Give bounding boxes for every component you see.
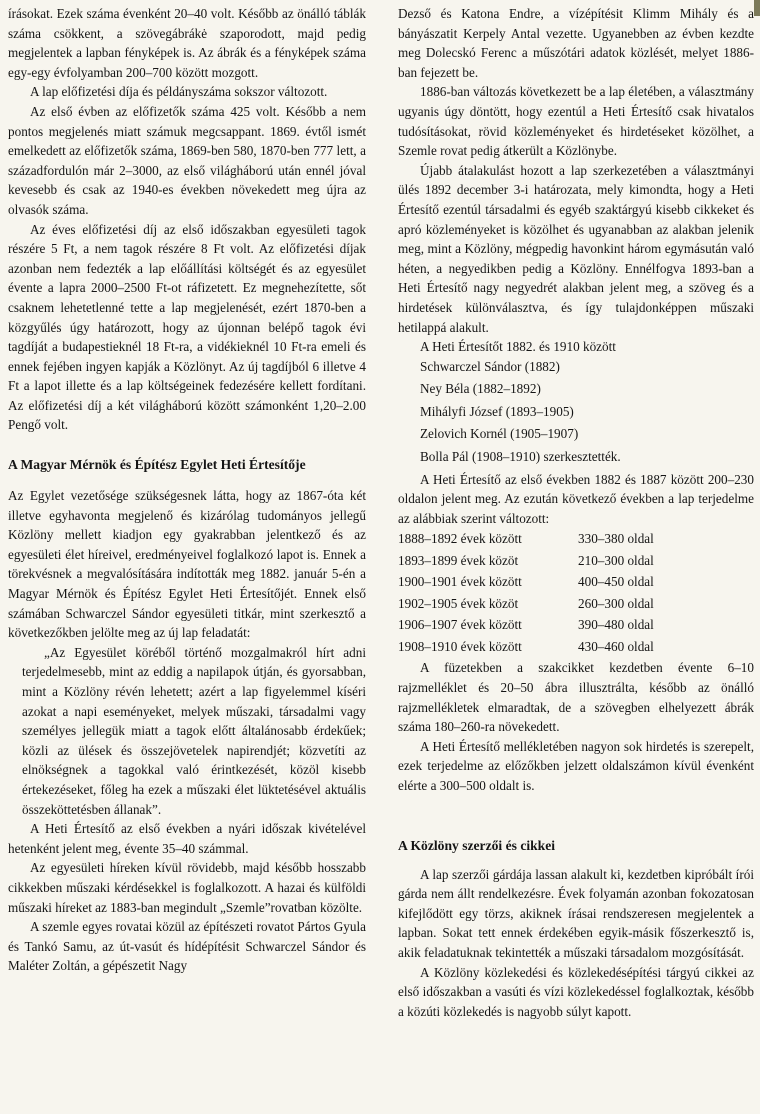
editor-list-item: Schwarczel Sándor (1882): [420, 358, 560, 374]
pages-cell: 390–480 oldal: [578, 617, 654, 633]
pages-cell: 330–380 oldal: [578, 531, 654, 547]
left-column: [8, 4, 366, 976]
paragraph: A lap előfizetési díja és példányszáma sokszor változott.: [30, 84, 328, 100]
table-row: [398, 550, 698, 572]
section-heading: A Magyar Mérnök és Építész Egylet Heti Értesítője: [8, 457, 306, 473]
period-cell: 1888–1892 évek között: [398, 531, 522, 547]
editor-list-item: Zelovich Kornél (1905–1907): [420, 426, 579, 442]
quote-paragraph: „Az Egyesület köréből történő mozgalmakról hírt adni terjedelmesebb, mint az eddig a napilapok útján, és gyorsabban, mint a Közlöny révén lehetett; azért a lap figyelemmel kíséri azokat a napi eseményeket, melyek műszaki, társadalmi vagy személyes jellegük miatt a tagok előtt általánosabb érdekűek; közli az ülések és összejövetelek napirendjét; közvetíti az elnökségnek a tagokkal való érintkezését, közöl kisebb értekezéseket, főleg ha ezek a műszaki élet lüktetésével aktuális összeköttetésben állanak”.: [22, 644, 366, 817]
paragraph: A füzetekben a szakcikket kezdetben évente 6–10 rajzmelléklet és 20–50 ábra illusztrálta, később az önálló rajzmellékletek elmaradtak, de a szövegben elhelyezett ábrák száma 180–260-ra növekedett.: [398, 660, 754, 735]
pages-cell: 210–300 oldal: [578, 552, 654, 568]
page-count-table: [398, 528, 698, 657]
paragraph: Az első évben az előfizetők száma 425 volt. Később a nem pontos megjelenés miatt számuk megcsappant. 1869. évtől ismét emelkedett az előfizetők száma, 1869-ben 580, 1870-ben 777 lett, a századfordulón már 2–3000, az első világháború után ennél jóval kevesebb és csak az 1940-es években növekedett meg újra az olvasók száma.: [8, 103, 366, 217]
paragraph: 1886-ban változás következett be a lap életében, a választmány ugyanis úgy döntött, hogy ezentúl a Heti Értesítő csak hivatalos tudósításokat, rövid közleményeket és hirdetéseket közölhet, a Szemle rovat pedig átkerült a Közlönybe.: [398, 84, 754, 159]
editor-list-item: Bolla Pál (1908–1910) szerkesztették.: [420, 449, 621, 465]
paragraph: A Heti Értesítő az első években 1882 és 1887 között 200–230 oldalon jelent meg. Az ezután következő években a lap terjedelme az alábbiak szerint változott:: [398, 471, 754, 526]
paragraph: írásokat. Ezek száma évenként 20–40 volt. Később az önálló táblák száma csökkent, a szövegábrákė szaporodott, majd pedig megjelentek a lapban fényképek is. Az ábrák és a fényképek száma egy-egy évfolyamban 200–700 között mozgott.: [8, 6, 366, 80]
page-edge-marker: [754, 0, 760, 16]
table-row: [398, 528, 698, 550]
paragraph: Az Egylet vezetősége szükségesnek látta, hogy az 1867-óta két illetve egyhavonta megjelenő és kizárólag tudományos jellegű Közlöny mellett kiadjon egy gyakrabban jelentkező és az egyesületi élet híreivel, eredményeivel foglalkozó lapot is. Ennek a törekvésnek a megvalósítására indították meg 1882. január 5-én a Magyar Mérnök és Építész Egylet Heti Értesítőjét. Ennek első számában Schwarczel Sándor egyesületi titkár, mint szerkesztő a következőkben jelölte meg az új lap feladatát:: [8, 488, 366, 641]
section-heading: A Közlöny szerzői és cikkei: [398, 837, 556, 853]
pages-cell: 430–460 oldal: [578, 638, 654, 654]
paragraph: Dezső és Katona Endre, a vízépítésit Klimm Mihály és a bányászatit Kerpely Antal vezette. Ugyanebben az évben kezdte meg Dolecskó Ferenc a műszótári adatok közlését, melyet 1886-ban fejezett be.: [398, 6, 754, 80]
paragraph: A Heti Értesítő mellékletében nagyon sok hirdetés is szerepelt, ezek terjedelme az előzőkben jelzett oldalszámon kívül évenként elérte a 300–500 oldalt is.: [398, 738, 754, 793]
period-cell: 1906–1907 évek között: [398, 617, 522, 633]
paragraph: A Heti Értesítő az első években a nyári időszak kivételével hetenként jelent meg, évente 35–40 számmal.: [8, 821, 366, 856]
period-cell: 1908–1910 évek között: [398, 638, 522, 654]
paragraph: A Közlöny közlekedési és közlekedésépítési tárgyú cikkei az első időszakban a vasúti és vízi közlekedéssel foglalkoztak, később a közúti közlekedés is nagyobb súlyt kapott.: [398, 964, 754, 1019]
paragraph: Az egyesületi híreken kívül rövidebb, majd később hosszabb cikkekben műszaki kérdésekkel is foglalkozott. A hazai és külföldi műszaki híreket az 1883-ban megindult „Szemle”rovatban közölte.: [8, 860, 366, 915]
editor-list-item: Ney Béla (1882–1892): [420, 381, 541, 397]
table-row: [398, 571, 698, 593]
right-column: [398, 4, 754, 1021]
paragraph: Az éves előfizetési díj az első időszakban egyesületi tagok részére 5 Ft, a nem tagok részére 8 Ft volt. Az előfizetési díjak azonban nem fedezték a lap előállítási költségét és az egyesület évente a lapra 2000–2500 Ft-ot ráfizetett. Ez megnehezítette, sőt csaknem lehetetlenné tette a lap megjelenését, ezért 1870-ben a közgyűlés úgy határozott, hogy az újonnan belépő tagok évi tagdíját a budapestieknél 18 Ft-ra, a vidékieknél 10 Ft-ra emeli és ennek fejében ingyen kapják a Közlönyt. Az új tagdíjból 6 illetve 4 Ft a lapot illette és a lap költségeinek fedezésére kellett fordítani. Az előfizetési díj a két világháború között számonként 1,20–2.00 Pengő volt.: [8, 221, 366, 433]
paragraph: A szemle egyes rovatai közül az építészeti rovatot Pártos Gyula és Tankó Samu, az út-vasút és hídépítésit Schwarczel Sándor és Maléter Zoltán, a gépészetit Nagy: [8, 919, 366, 974]
table-row: [398, 614, 698, 636]
period-cell: 1902–1905 évek közöt: [398, 595, 519, 611]
paragraph: Újabb átalakulást hozott a lap szerkezetében a választmányi ülés 1892 december 3-i határozata, mely kimondta, hogy a Heti Értesítő ezentúl társadalmi és egyéb szaktárgyú kisebb cikkeket és apró közleményeket is közölhet és ugyanabban az alakban jelenik meg, mint a Közlöny, mégpedig havonkint három egymásután való héten, a negyedikben pedig a Közlöny. Ennélfogva 1893-ban a Heti Értesítő nagy negyedrét alakban jelent meg, a szöveg és a hirdetések különválasztva, és így tulajdonképpen műszaki hetilappá alakult.: [398, 162, 754, 335]
table-row: [398, 593, 698, 615]
period-cell: 1900–1901 évek között: [398, 574, 522, 590]
paragraph: A Heti Értesítőt 1882. és 1910 között: [420, 339, 616, 355]
period-cell: 1893–1899 évek közöt: [398, 552, 519, 568]
pages-cell: 260–300 oldal: [578, 595, 654, 611]
table-row: [398, 636, 698, 658]
editor-list-item: Mihályfi József (1893–1905): [420, 403, 574, 419]
paragraph: A lap szerzői gárdája lassan alakult ki, kezdetben kipróbált írói gárda nem állt rendelkezésre. Évek folyamán azonban fokozatosan kifejlődött egy törzs, akiknek írásai rendszeresen megjelentek a lapban. Sokat tett ennek érdekében egyik-másik főszerkesztő is, akik feladatuknak tekintették a műszaki társadalom mozgósítását.: [398, 866, 754, 960]
pages-cell: 400–450 oldal: [578, 574, 654, 590]
